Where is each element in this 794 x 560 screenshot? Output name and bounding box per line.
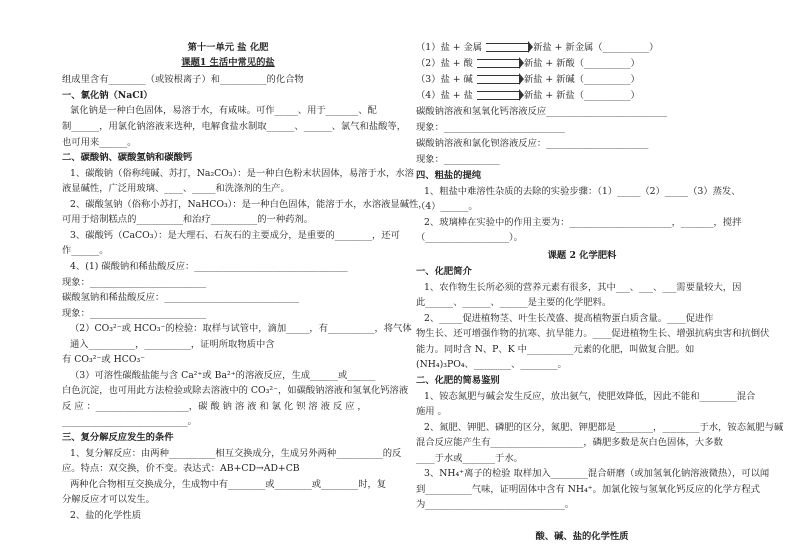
arrow-icon (477, 91, 520, 100)
section-heading: 二、碳酸钠、碳酸氢钠和碳酸钙 (62, 152, 193, 163)
text-line: 现象：__________________________ (416, 122, 565, 133)
text-line: 到__________气味，证明固体中含有 NH₄⁺。加氯化铵与氢氧化钙反应的化学方程式 (416, 484, 760, 495)
text-line: 氯化钠是一种白色固体，易溶于水，有咸味。可作_____、用于_______、配 (70, 105, 377, 116)
text-line: 2、盐的化学性质 (70, 510, 141, 521)
text-line: ____于水或_______于水。 (416, 453, 523, 464)
lesson1-title: 课题1 生活中常见的盐 (181, 57, 275, 68)
reaction-products: 新盐 + 新盐（__________） (523, 90, 640, 101)
text-line: （2）CO₃²⁻或 HCO₃⁻的检验：取样与试管中，滴加_____，有__________，将气体 (70, 323, 412, 334)
reaction-line (416, 73, 640, 86)
text-line: 2、碳酸氢钠（俗称小苏打，NaHCO₃）：是一种白色固体，能溶于水，水溶液显碱性， (70, 199, 428, 210)
text-line: 通入__________，__________，证明所取物质中含 (70, 339, 275, 350)
reaction-line (416, 89, 640, 102)
text-line: (NH₄)₃PO₄、________、________。 (416, 359, 567, 370)
text-line: 1、碳酸钠（俗称纯碱、苏打，Na₂CO₃）：是一种白色粉末状固体，易溶于水，水溶 (70, 168, 414, 179)
text-line: 此______、______、______是主要的化学肥料。 (416, 297, 612, 308)
section-heading: 一、氯化钠（NaCl） (62, 90, 153, 101)
text-line: 可用于焙制糕点的__________和治疗__________的一种药剂。 (62, 214, 314, 225)
text-line: 2、氮肥、钾肥、磷肥的区分，氮肥、钾肥都是________，________于水，铵态氮肥与碱 (424, 422, 784, 433)
text-line: 分解反应才可以发生。 (62, 494, 155, 505)
text-line: 3、碳酸钙（CaCO₃）：是大理石、石灰石的主要成分，是重要的________，还可 (70, 230, 400, 241)
text-line: 物生长、还可增强作物的抗寒、抗旱能力。____促进植物生长、增强抗病虫害和抗倒伏 (416, 328, 770, 339)
text-line: 应。特点：双交换，价不变。表达式：AB+CD→AD+CB (62, 463, 300, 474)
text-line: 混合反应能产生有____________________，磷肥多数是灰白色固体，大多数 (416, 437, 723, 448)
arrow-icon (477, 59, 520, 68)
reaction-products: 新盐 + 新碱（__________） (523, 74, 640, 85)
text-line: （__________________）。 (416, 232, 523, 243)
text-line: 两种化合物相互交换成分，生成物中有________或________或________时，复 (70, 479, 387, 490)
section-heading: 一、化肥简介 (416, 266, 472, 277)
text-line: 组成里含有________（或铵根离子）和__________的化合物 (62, 74, 304, 85)
reaction-reactants: （1）盐 + 金属 (416, 42, 483, 53)
text-line: 碳酸钠溶液和氢氧化钙溶液反应__________________________ (416, 106, 668, 117)
reaction-reactants: （3）盐 + 碱 (416, 74, 473, 85)
unit-title: 第十一单元 盐 化肥 (187, 42, 269, 53)
reaction-line (416, 41, 658, 54)
reaction-products: 新盐 + 新酸（__________） (523, 58, 640, 69)
footer-heading: 酸、碱、盐的化学性质 (535, 531, 629, 542)
text-line: 4、(1) 碳酸钠和稀盐酸反应：_________________________________ (70, 261, 348, 272)
lesson2-title: 课题 2 化学肥料 (547, 250, 617, 261)
arrow-icon (477, 75, 520, 84)
arrow-icon (486, 43, 529, 52)
text-line: 为______________________________。 (416, 499, 575, 510)
text-line: 有 CO₃²⁻或 HCO₃⁻ (62, 354, 146, 365)
text-line: 1、粗盐中难溶性杂质的去除的实验步骤：（1）_____（2）_____（3）蒸发、 (424, 186, 741, 197)
text-line: 反 应 ：____________________，碳 酸 钠 溶 液 和 氯 化 钡 溶 液 反 应 ， (62, 401, 367, 412)
text-line: 现象：____________ (416, 154, 500, 165)
text-line: 也可用来______。 (62, 137, 137, 148)
text-line: 1、农作物生长所必须的营养元素有很多，其中___、___、___需要量较大，因 (424, 282, 742, 293)
section-heading: 三、复分解反应发生的条件 (62, 432, 174, 443)
text-line: 1、复分解反应：由两种__________相互交换成分，生成另外两种__________的反 (70, 448, 402, 459)
reaction-reactants: （2）盐 + 酸 (416, 58, 473, 69)
text-line: 3、NH₄⁺离子的检验 取样加入________混合研磨（或加氢氧化钠溶液微热），可以闻 (424, 468, 770, 479)
text-line: 碳酸钠溶液和氯化钡溶液反应：______________________ (416, 138, 649, 149)
section-heading: 四、粗盐的提纯 (416, 170, 482, 181)
section-heading: 二、化肥的简易鉴别 (416, 375, 500, 386)
text-line: 能力。同时含 N、P、K 中__________元素的化肥，叫做复合肥。如 (416, 344, 695, 355)
text-line: 2、_____促进植物茎、叶生长茂盛、提高植物蛋白质含量。____促进作 (424, 313, 714, 324)
text-line: 1、铵态氮肥与碱会发生反应，放出氨气，使肥效降低，因此不能和________混合 (424, 391, 756, 402)
reaction-line (416, 57, 640, 70)
text-line: 施用 。 (416, 406, 447, 417)
reaction-reactants: （4）盐 + 盐 (416, 90, 473, 101)
text-line: 白色沉淀，也可用此方法检验或除去溶液中的 CO₃²⁻，如碳酸钠溶液和氢氧化钙溶液 (62, 385, 409, 396)
text-line: 液显碱性，广泛用玻璃、____、_____和洗涤剂的生产。 (62, 183, 290, 194)
text-line: 现象：_________________________ (62, 277, 207, 288)
text-line: （4）______。 (416, 201, 478, 212)
text-line: 碳酸氢钠和稀盐酸反应：_____________________________ (62, 292, 300, 303)
text-line: （3）可溶性碳酸盐能与含 Ca²⁺或 Ba²⁺的溶液反应，生成______或______ (70, 370, 376, 381)
text-line: 制______，用氯化钠溶液来选种，电解食盐水制取______、______、氯气和盐酸等， (62, 121, 406, 132)
text-line: 2、玻璃棒在实验中的作用主要为：______________________，_______，搅拌 (424, 217, 742, 228)
text-line: 作______。 (62, 245, 109, 256)
text-line: ___________________________。 (62, 416, 197, 427)
text-line: 现象：_________________________ (62, 308, 207, 319)
reaction-products: 新盐 + 新金属（__________） (533, 42, 659, 53)
